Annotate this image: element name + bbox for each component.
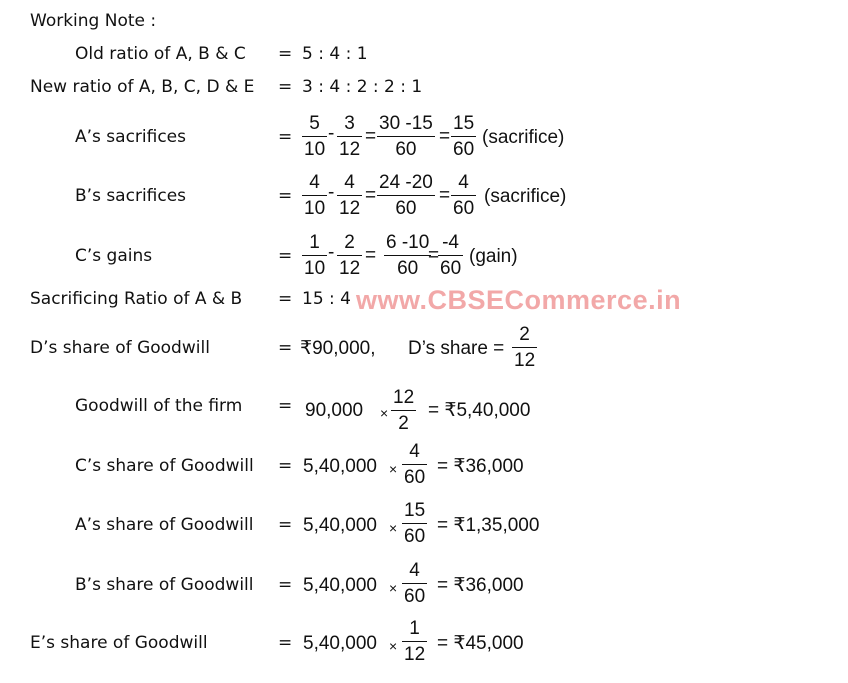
b-frac-1: $\frac{4}{10}$ [304,172,326,219]
c-frac-2: $\frac{2}{12}$ [339,232,361,279]
a-sacrifice-equals: = [278,127,293,147]
c-goodwill-equals: = [278,456,293,476]
heading: Working Note : [30,11,157,31]
goodwill-firm-label: Goodwill of the firm [75,396,243,416]
c-goodwill-label: C’s share of Goodwill [75,456,254,476]
b-goodwill-result: = ₹36,000 [437,575,524,596]
old-ratio-label: Old ratio of A, B & C [75,44,246,64]
d-share-value: ₹90,000, [300,338,376,359]
b-frac-3: $\frac{24 -20}{60}$ [379,172,433,219]
sacrificing-ratio-equals: = [278,289,293,309]
b-goodwill-equals: = [278,575,293,595]
goodwill-firm-base: 90,000 [305,400,364,421]
b-goodwill-times: × [389,580,398,596]
goodwill-firm-equals: = [278,396,293,416]
a-frac-3: $\frac{30 -15}{60}$ [379,113,433,160]
goodwill-firm-times: × [380,405,389,421]
new-ratio-equals: = [278,77,293,97]
d-share-fraction-label: D’s share = [408,338,505,359]
c-gain-equals: = [278,246,293,266]
watermark: www.CBSECommerce.in [356,285,682,315]
goodwill-firm-result: = ₹5,40,000 [428,400,531,421]
b-sacrifice-label: B’s sacrifices [75,186,187,206]
c-goodwill-base: 5,40,000 [303,456,377,477]
c-goodwill-result: = ₹36,000 [437,456,524,477]
c-frac-4: $\frac{-4}{60}$ [440,232,462,279]
c-frac-3: $\frac{6 -10}{60}$ [386,232,430,279]
b-goodwill-frac: $\frac{4}{60}$ [404,560,426,607]
d-share-frac: $\frac{2}{12}$ [514,324,536,371]
e-goodwill-result: = ₹45,000 [437,633,524,654]
b-sacrifice-equals: = [278,186,293,206]
new-ratio-label: New ratio of A, B, C, D & E [30,77,255,97]
a-goodwill-base: 5,40,000 [303,515,377,536]
sacrificing-ratio-label: Sacrificing Ratio of A & B [30,289,243,309]
a-goodwill-equals: = [278,515,293,535]
sacrificing-ratio-value: 15 : 4 [302,289,351,309]
c-goodwill-frac: $\frac{4}{60}$ [404,441,426,488]
a-frac-2: $\frac{3}{12}$ [339,113,361,160]
e-goodwill-times: × [389,638,398,654]
b-frac-2: $\frac{4}{12}$ [339,172,361,219]
c-gain-note: (gain) [469,246,518,267]
a-frac-4: $\frac{15}{60}$ [453,113,475,160]
b-eq-2: = [439,185,451,206]
a-sacrifice-note: (sacrifice) [482,127,565,148]
a-eq-1: = [365,126,377,147]
c-frac-1: $\frac{1}{10}$ [304,232,326,279]
c-minus: - [328,242,335,263]
e-goodwill-frac: $\frac{1}{12}$ [404,618,426,665]
e-goodwill-label: E’s share of Goodwill [30,633,208,653]
b-frac-4: $\frac{4}{60}$ [453,172,475,219]
b-minus: - [328,182,335,203]
a-goodwill-result: = ₹1,35,000 [437,515,540,536]
goodwill-firm-frac: $\frac{12}{2}$ [393,387,415,434]
a-goodwill-label: A’s share of Goodwill [75,515,254,535]
new-ratio-value: 3 : 4 : 2 : 2 : 1 [302,77,423,97]
b-sacrifice-note: (sacrifice) [484,186,567,207]
c-goodwill-times: × [389,461,398,477]
e-goodwill-base: 5,40,000 [303,633,377,654]
b-eq-1: = [365,185,377,206]
a-eq-2: = [439,126,451,147]
old-ratio-value: 5 : 4 : 1 [302,44,368,64]
a-sacrifice-label: A’s sacrifices [75,127,186,147]
a-minus: - [328,123,335,144]
c-gain-label: C’s gains [75,246,153,266]
a-goodwill-frac: $\frac{15}{60}$ [404,500,426,547]
b-goodwill-base: 5,40,000 [303,575,377,596]
a-frac-1: $\frac{5}{10}$ [304,113,326,160]
d-share-equals: = [278,338,293,358]
a-goodwill-times: × [389,520,398,536]
b-goodwill-label: B’s share of Goodwill [75,575,254,595]
old-ratio-equals: = [278,44,293,64]
e-goodwill-equals: = [278,633,293,653]
c-eq-2: = [428,245,440,266]
d-share-label: D’s share of Goodwill [30,338,210,358]
c-eq-1: = [365,245,377,266]
